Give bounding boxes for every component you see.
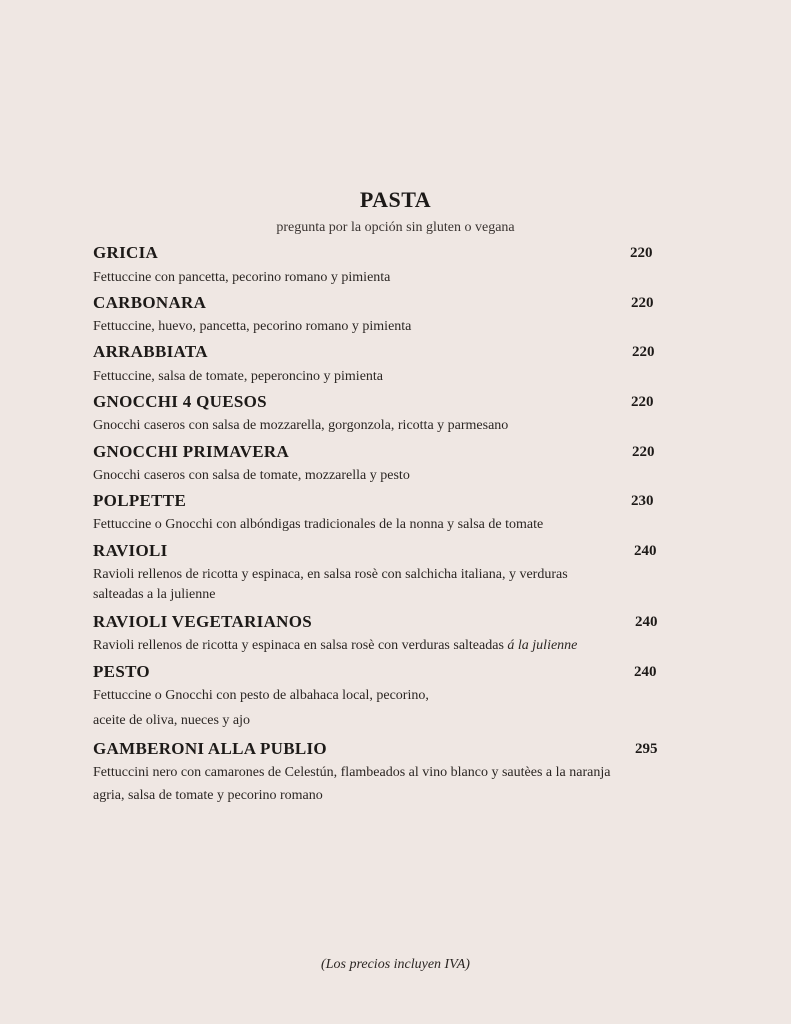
item-desc-gamberoni-line2: agria, salsa de tomate y pecorino romano bbox=[93, 788, 323, 803]
item-desc-gricia: Fettuccine con pancetta, pecorino romano y pimienta bbox=[93, 270, 391, 285]
item-desc-gamberoni: Fettuccini nero con camarones de Celestún, flambeados al vino blanco y sautèes a la naranja bbox=[93, 765, 611, 780]
item-name-arrabbiata: ARRABBIATA bbox=[93, 342, 208, 361]
item-name-gnocchi-primavera: GNOCCHI PRIMAVERA bbox=[93, 442, 290, 461]
item-price-ravioli: 240 bbox=[634, 543, 657, 559]
item-desc-gnocchi-primavera: Gnocchi caseros con salsa de tomate, mozzarella y pesto bbox=[93, 468, 410, 483]
item-price-gnocchi-primavera: 220 bbox=[632, 444, 655, 460]
item-price-gricia: 220 bbox=[630, 245, 653, 261]
item-name-polpette: POLPETTE bbox=[93, 491, 187, 510]
item-price-arrabbiata: 220 bbox=[632, 344, 655, 360]
item-desc-gnocchi-4-quesos: Gnocchi caseros con salsa de mozzarella, gorgonzola, ricotta y parmesano bbox=[93, 418, 509, 433]
item-price-ravioli-vegetarianos: 240 bbox=[635, 614, 658, 630]
item-name-gamberoni: GAMBERONI ALLA PUBLIO bbox=[93, 739, 327, 758]
item-desc-ravioli-vegetarianos-italic: á la julienne bbox=[507, 638, 578, 653]
item-price-gnocchi-4-quesos: 220 bbox=[631, 394, 654, 410]
item-desc-carbonara: Fettuccine, huevo, pancetta, pecorino romano y pimienta bbox=[93, 319, 412, 334]
item-name-carbonara: CARBONARA bbox=[93, 293, 207, 312]
item-desc-polpette: Fettuccine o Gnocchi con albóndigas tradicionales de la nonna y salsa de tomate bbox=[93, 517, 544, 532]
item-desc-ravioli-vegetarianos-text: Ravioli rellenos de ricotta y espinaca en salsa rosè con verduras salteadas bbox=[93, 638, 508, 653]
item-price-carbonara: 220 bbox=[631, 295, 654, 311]
item-desc-ravioli-line2: salteadas a la julienne bbox=[93, 587, 216, 602]
price-note-footer: (Los precios incluyen IVA) bbox=[321, 957, 470, 972]
item-desc-pesto-line2: aceite de oliva, nueces y ajo bbox=[93, 713, 251, 728]
item-desc-ravioli-vegetarianos bbox=[93, 638, 577, 654]
item-price-pesto: 240 bbox=[634, 664, 657, 680]
item-name-ravioli-vegetarianos: RAVIOLI VEGETARIANOS bbox=[93, 612, 313, 631]
item-desc-ravioli: Ravioli rellenos de ricotta y espinaca, en salsa rosè con salchicha italiana, y verduras bbox=[93, 567, 568, 582]
item-name-pesto: PESTO bbox=[93, 662, 150, 681]
item-name-gnocchi-4-quesos: GNOCCHI 4 QUESOS bbox=[93, 392, 267, 411]
item-desc-pesto: Fettuccine o Gnocchi con pesto de albahaca local, pecorino, bbox=[93, 688, 429, 703]
item-name-ravioli: RAVIOLI bbox=[93, 541, 168, 560]
item-price-polpette: 230 bbox=[631, 493, 654, 509]
item-name-gricia: GRICIA bbox=[93, 243, 159, 262]
item-desc-arrabbiata: Fettuccine, salsa de tomate, peperoncino y pimienta bbox=[93, 369, 384, 384]
item-price-gamberoni: 295 bbox=[635, 741, 658, 757]
menu-title: PASTA bbox=[359, 187, 432, 212]
menu-subtitle: pregunta por la opción sin gluten o vegana bbox=[276, 220, 515, 235]
